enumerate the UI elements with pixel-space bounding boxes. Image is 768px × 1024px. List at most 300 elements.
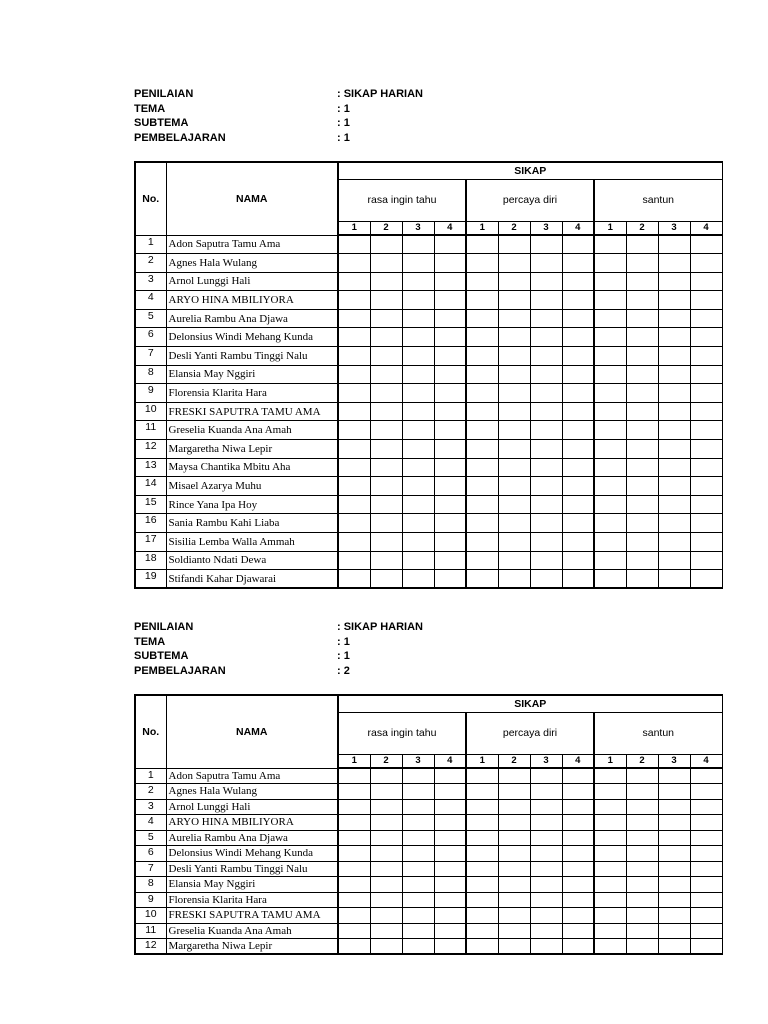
score-cell[interactable] [530,768,562,784]
score-cell[interactable] [402,784,434,800]
score-cell[interactable] [626,908,658,924]
score-cell[interactable] [498,477,530,496]
score-cell[interactable] [466,533,498,552]
score-cell[interactable] [594,384,626,403]
score-cell[interactable] [338,384,370,403]
score-cell[interactable] [658,768,690,784]
score-cell[interactable] [626,846,658,862]
score-cell[interactable] [370,272,402,291]
score-cell[interactable] [626,477,658,496]
score-cell[interactable] [466,365,498,384]
score-cell[interactable] [434,533,466,552]
score-cell[interactable] [370,495,402,514]
score-cell[interactable] [434,495,466,514]
score-cell[interactable] [594,421,626,440]
score-cell[interactable] [594,908,626,924]
score-cell[interactable] [626,923,658,939]
score-cell[interactable] [466,939,498,955]
score-cell[interactable] [658,892,690,908]
score-cell[interactable] [466,923,498,939]
score-cell[interactable] [594,254,626,273]
score-cell[interactable] [370,570,402,589]
score-cell[interactable] [562,309,594,328]
score-cell[interactable] [370,533,402,552]
score-cell[interactable] [594,309,626,328]
score-cell[interactable] [338,477,370,496]
score-cell[interactable] [370,908,402,924]
score-cell[interactable] [562,384,594,403]
score-cell[interactable] [402,365,434,384]
score-cell[interactable] [402,846,434,862]
score-cell[interactable] [594,347,626,366]
score-cell[interactable] [690,908,722,924]
score-cell[interactable] [626,799,658,815]
score-cell[interactable] [402,291,434,310]
score-cell[interactable] [338,846,370,862]
score-cell[interactable] [530,347,562,366]
score-cell[interactable] [562,877,594,893]
score-cell[interactable] [658,830,690,846]
score-cell[interactable] [338,365,370,384]
score-cell[interactable] [498,815,530,831]
score-cell[interactable] [658,421,690,440]
score-cell[interactable] [658,861,690,877]
score-cell[interactable] [658,533,690,552]
score-cell[interactable] [434,830,466,846]
score-cell[interactable] [626,533,658,552]
score-cell[interactable] [594,892,626,908]
score-cell[interactable] [658,799,690,815]
score-cell[interactable] [370,291,402,310]
score-cell[interactable] [626,939,658,955]
score-cell[interactable] [658,815,690,831]
score-cell[interactable] [658,272,690,291]
score-cell[interactable] [370,440,402,459]
score-cell[interactable] [690,570,722,589]
score-cell[interactable] [690,768,722,784]
score-cell[interactable] [402,440,434,459]
score-cell[interactable] [690,421,722,440]
score-cell[interactable] [530,402,562,421]
score-cell[interactable] [466,235,498,254]
score-cell[interactable] [434,784,466,800]
score-cell[interactable] [562,235,594,254]
score-cell[interactable] [562,799,594,815]
score-cell[interactable] [562,533,594,552]
score-cell[interactable] [658,384,690,403]
score-cell[interactable] [466,440,498,459]
score-cell[interactable] [466,402,498,421]
score-cell[interactable] [562,861,594,877]
score-cell[interactable] [338,347,370,366]
score-cell[interactable] [402,533,434,552]
score-cell[interactable] [466,846,498,862]
score-cell[interactable] [338,877,370,893]
score-cell[interactable] [594,440,626,459]
score-cell[interactable] [530,784,562,800]
score-cell[interactable] [434,799,466,815]
score-cell[interactable] [498,799,530,815]
score-cell[interactable] [434,440,466,459]
score-cell[interactable] [626,815,658,831]
score-cell[interactable] [434,309,466,328]
score-cell[interactable] [594,551,626,570]
score-cell[interactable] [658,923,690,939]
score-cell[interactable] [658,235,690,254]
score-cell[interactable] [498,384,530,403]
score-cell[interactable] [498,892,530,908]
score-cell[interactable] [338,892,370,908]
score-cell[interactable] [530,908,562,924]
score-cell[interactable] [594,923,626,939]
score-cell[interactable] [690,309,722,328]
score-cell[interactable] [658,877,690,893]
score-cell[interactable] [402,254,434,273]
score-cell[interactable] [466,815,498,831]
score-cell[interactable] [498,309,530,328]
score-cell[interactable] [626,328,658,347]
score-cell[interactable] [530,291,562,310]
score-cell[interactable] [562,514,594,533]
score-cell[interactable] [402,799,434,815]
score-cell[interactable] [466,892,498,908]
score-cell[interactable] [658,347,690,366]
score-cell[interactable] [370,815,402,831]
score-cell[interactable] [466,477,498,496]
score-cell[interactable] [338,254,370,273]
score-cell[interactable] [338,421,370,440]
score-cell[interactable] [690,291,722,310]
score-cell[interactable] [690,402,722,421]
score-cell[interactable] [530,877,562,893]
score-cell[interactable] [338,830,370,846]
score-cell[interactable] [338,533,370,552]
score-cell[interactable] [434,939,466,955]
score-cell[interactable] [690,892,722,908]
score-cell[interactable] [562,570,594,589]
score-cell[interactable] [434,328,466,347]
score-cell[interactable] [690,784,722,800]
score-cell[interactable] [402,514,434,533]
score-cell[interactable] [370,551,402,570]
score-cell[interactable] [402,570,434,589]
score-cell[interactable] [658,402,690,421]
score-cell[interactable] [434,347,466,366]
score-cell[interactable] [658,908,690,924]
score-cell[interactable] [434,877,466,893]
score-cell[interactable] [338,440,370,459]
score-cell[interactable] [690,533,722,552]
score-cell[interactable] [690,861,722,877]
score-cell[interactable] [594,365,626,384]
score-cell[interactable] [338,861,370,877]
score-cell[interactable] [338,815,370,831]
score-cell[interactable] [466,328,498,347]
score-cell[interactable] [594,768,626,784]
score-cell[interactable] [370,365,402,384]
score-cell[interactable] [690,272,722,291]
score-cell[interactable] [434,402,466,421]
score-cell[interactable] [626,347,658,366]
score-cell[interactable] [370,328,402,347]
score-cell[interactable] [594,458,626,477]
score-cell[interactable] [562,254,594,273]
score-cell[interactable] [626,291,658,310]
score-cell[interactable] [690,495,722,514]
score-cell[interactable] [562,815,594,831]
score-cell[interactable] [594,861,626,877]
score-cell[interactable] [562,347,594,366]
score-cell[interactable] [562,846,594,862]
score-cell[interactable] [370,309,402,328]
score-cell[interactable] [562,421,594,440]
score-cell[interactable] [434,254,466,273]
score-cell[interactable] [338,923,370,939]
score-cell[interactable] [530,235,562,254]
score-cell[interactable] [338,570,370,589]
score-cell[interactable] [466,458,498,477]
score-cell[interactable] [594,533,626,552]
score-cell[interactable] [466,570,498,589]
score-cell[interactable] [370,347,402,366]
score-cell[interactable] [402,235,434,254]
score-cell[interactable] [370,861,402,877]
score-cell[interactable] [498,291,530,310]
score-cell[interactable] [466,254,498,273]
score-cell[interactable] [658,846,690,862]
score-cell[interactable] [434,272,466,291]
score-cell[interactable] [626,272,658,291]
score-cell[interactable] [434,815,466,831]
score-cell[interactable] [338,768,370,784]
score-cell[interactable] [530,328,562,347]
score-cell[interactable] [594,272,626,291]
score-cell[interactable] [338,235,370,254]
score-cell[interactable] [658,309,690,328]
score-cell[interactable] [498,939,530,955]
score-cell[interactable] [338,799,370,815]
score-cell[interactable] [434,291,466,310]
score-cell[interactable] [402,923,434,939]
score-cell[interactable] [466,384,498,403]
score-cell[interactable] [690,458,722,477]
score-cell[interactable] [338,328,370,347]
score-cell[interactable] [370,254,402,273]
score-cell[interactable] [530,892,562,908]
score-cell[interactable] [562,477,594,496]
score-cell[interactable] [562,495,594,514]
score-cell[interactable] [434,570,466,589]
score-cell[interactable] [466,495,498,514]
score-cell[interactable] [466,309,498,328]
score-cell[interactable] [626,309,658,328]
score-cell[interactable] [562,365,594,384]
score-cell[interactable] [658,254,690,273]
score-cell[interactable] [690,830,722,846]
score-cell[interactable] [498,328,530,347]
score-cell[interactable] [466,421,498,440]
score-cell[interactable] [594,477,626,496]
score-cell[interactable] [498,533,530,552]
score-cell[interactable] [594,846,626,862]
score-cell[interactable] [530,458,562,477]
score-cell[interactable] [626,830,658,846]
score-cell[interactable] [402,908,434,924]
score-cell[interactable] [370,514,402,533]
score-cell[interactable] [594,328,626,347]
score-cell[interactable] [402,347,434,366]
score-cell[interactable] [498,514,530,533]
score-cell[interactable] [338,551,370,570]
score-cell[interactable] [562,923,594,939]
score-cell[interactable] [466,784,498,800]
score-cell[interactable] [402,768,434,784]
score-cell[interactable] [530,309,562,328]
score-cell[interactable] [370,939,402,955]
score-cell[interactable] [434,768,466,784]
score-cell[interactable] [498,347,530,366]
score-cell[interactable] [658,514,690,533]
score-cell[interactable] [626,402,658,421]
score-cell[interactable] [466,908,498,924]
score-cell[interactable] [626,235,658,254]
score-cell[interactable] [338,309,370,328]
score-cell[interactable] [594,815,626,831]
score-cell[interactable] [338,908,370,924]
score-cell[interactable] [530,365,562,384]
score-cell[interactable] [498,908,530,924]
score-cell[interactable] [658,551,690,570]
score-cell[interactable] [434,551,466,570]
score-cell[interactable] [402,477,434,496]
score-cell[interactable] [594,291,626,310]
score-cell[interactable] [402,328,434,347]
score-cell[interactable] [338,458,370,477]
score-cell[interactable] [658,440,690,459]
score-cell[interactable] [690,365,722,384]
score-cell[interactable] [594,402,626,421]
score-cell[interactable] [434,458,466,477]
score-cell[interactable] [402,384,434,403]
score-cell[interactable] [626,892,658,908]
score-cell[interactable] [434,235,466,254]
score-cell[interactable] [338,939,370,955]
score-cell[interactable] [690,384,722,403]
score-cell[interactable] [338,291,370,310]
score-cell[interactable] [338,514,370,533]
score-cell[interactable] [658,495,690,514]
score-cell[interactable] [626,458,658,477]
score-cell[interactable] [594,939,626,955]
score-cell[interactable] [498,421,530,440]
score-cell[interactable] [658,477,690,496]
score-cell[interactable] [402,877,434,893]
score-cell[interactable] [530,799,562,815]
score-cell[interactable] [562,291,594,310]
score-cell[interactable] [498,784,530,800]
score-cell[interactable] [370,784,402,800]
score-cell[interactable] [498,570,530,589]
score-cell[interactable] [434,421,466,440]
score-cell[interactable] [530,939,562,955]
score-cell[interactable] [658,291,690,310]
score-cell[interactable] [338,402,370,421]
score-cell[interactable] [370,768,402,784]
score-cell[interactable] [402,272,434,291]
score-cell[interactable] [370,799,402,815]
score-cell[interactable] [594,495,626,514]
score-cell[interactable] [530,861,562,877]
score-cell[interactable] [370,235,402,254]
score-cell[interactable] [562,272,594,291]
score-cell[interactable] [498,861,530,877]
score-cell[interactable] [626,384,658,403]
score-cell[interactable] [626,877,658,893]
score-cell[interactable] [370,421,402,440]
score-cell[interactable] [594,235,626,254]
score-cell[interactable] [370,458,402,477]
score-cell[interactable] [594,570,626,589]
score-cell[interactable] [626,365,658,384]
score-cell[interactable] [530,551,562,570]
score-cell[interactable] [626,570,658,589]
score-cell[interactable] [690,939,722,955]
score-cell[interactable] [562,551,594,570]
score-cell[interactable] [498,877,530,893]
score-cell[interactable] [370,477,402,496]
score-cell[interactable] [402,830,434,846]
score-cell[interactable] [562,458,594,477]
score-cell[interactable] [370,892,402,908]
score-cell[interactable] [626,861,658,877]
score-cell[interactable] [402,861,434,877]
score-cell[interactable] [498,402,530,421]
score-cell[interactable] [466,551,498,570]
score-cell[interactable] [530,815,562,831]
score-cell[interactable] [690,846,722,862]
score-cell[interactable] [562,784,594,800]
score-cell[interactable] [402,939,434,955]
score-cell[interactable] [402,309,434,328]
score-cell[interactable] [530,533,562,552]
score-cell[interactable] [690,328,722,347]
score-cell[interactable] [594,784,626,800]
score-cell[interactable] [562,402,594,421]
score-cell[interactable] [498,846,530,862]
score-cell[interactable] [434,861,466,877]
score-cell[interactable] [530,272,562,291]
score-cell[interactable] [658,458,690,477]
score-cell[interactable] [434,384,466,403]
score-cell[interactable] [466,291,498,310]
score-cell[interactable] [498,768,530,784]
score-cell[interactable] [690,877,722,893]
score-cell[interactable] [498,923,530,939]
score-cell[interactable] [466,861,498,877]
score-cell[interactable] [498,495,530,514]
score-cell[interactable] [562,328,594,347]
score-cell[interactable] [402,421,434,440]
score-cell[interactable] [466,272,498,291]
score-cell[interactable] [402,495,434,514]
score-cell[interactable] [626,768,658,784]
score-cell[interactable] [370,877,402,893]
score-cell[interactable] [498,272,530,291]
score-cell[interactable] [498,551,530,570]
score-cell[interactable] [402,458,434,477]
score-cell[interactable] [434,892,466,908]
score-cell[interactable] [466,799,498,815]
